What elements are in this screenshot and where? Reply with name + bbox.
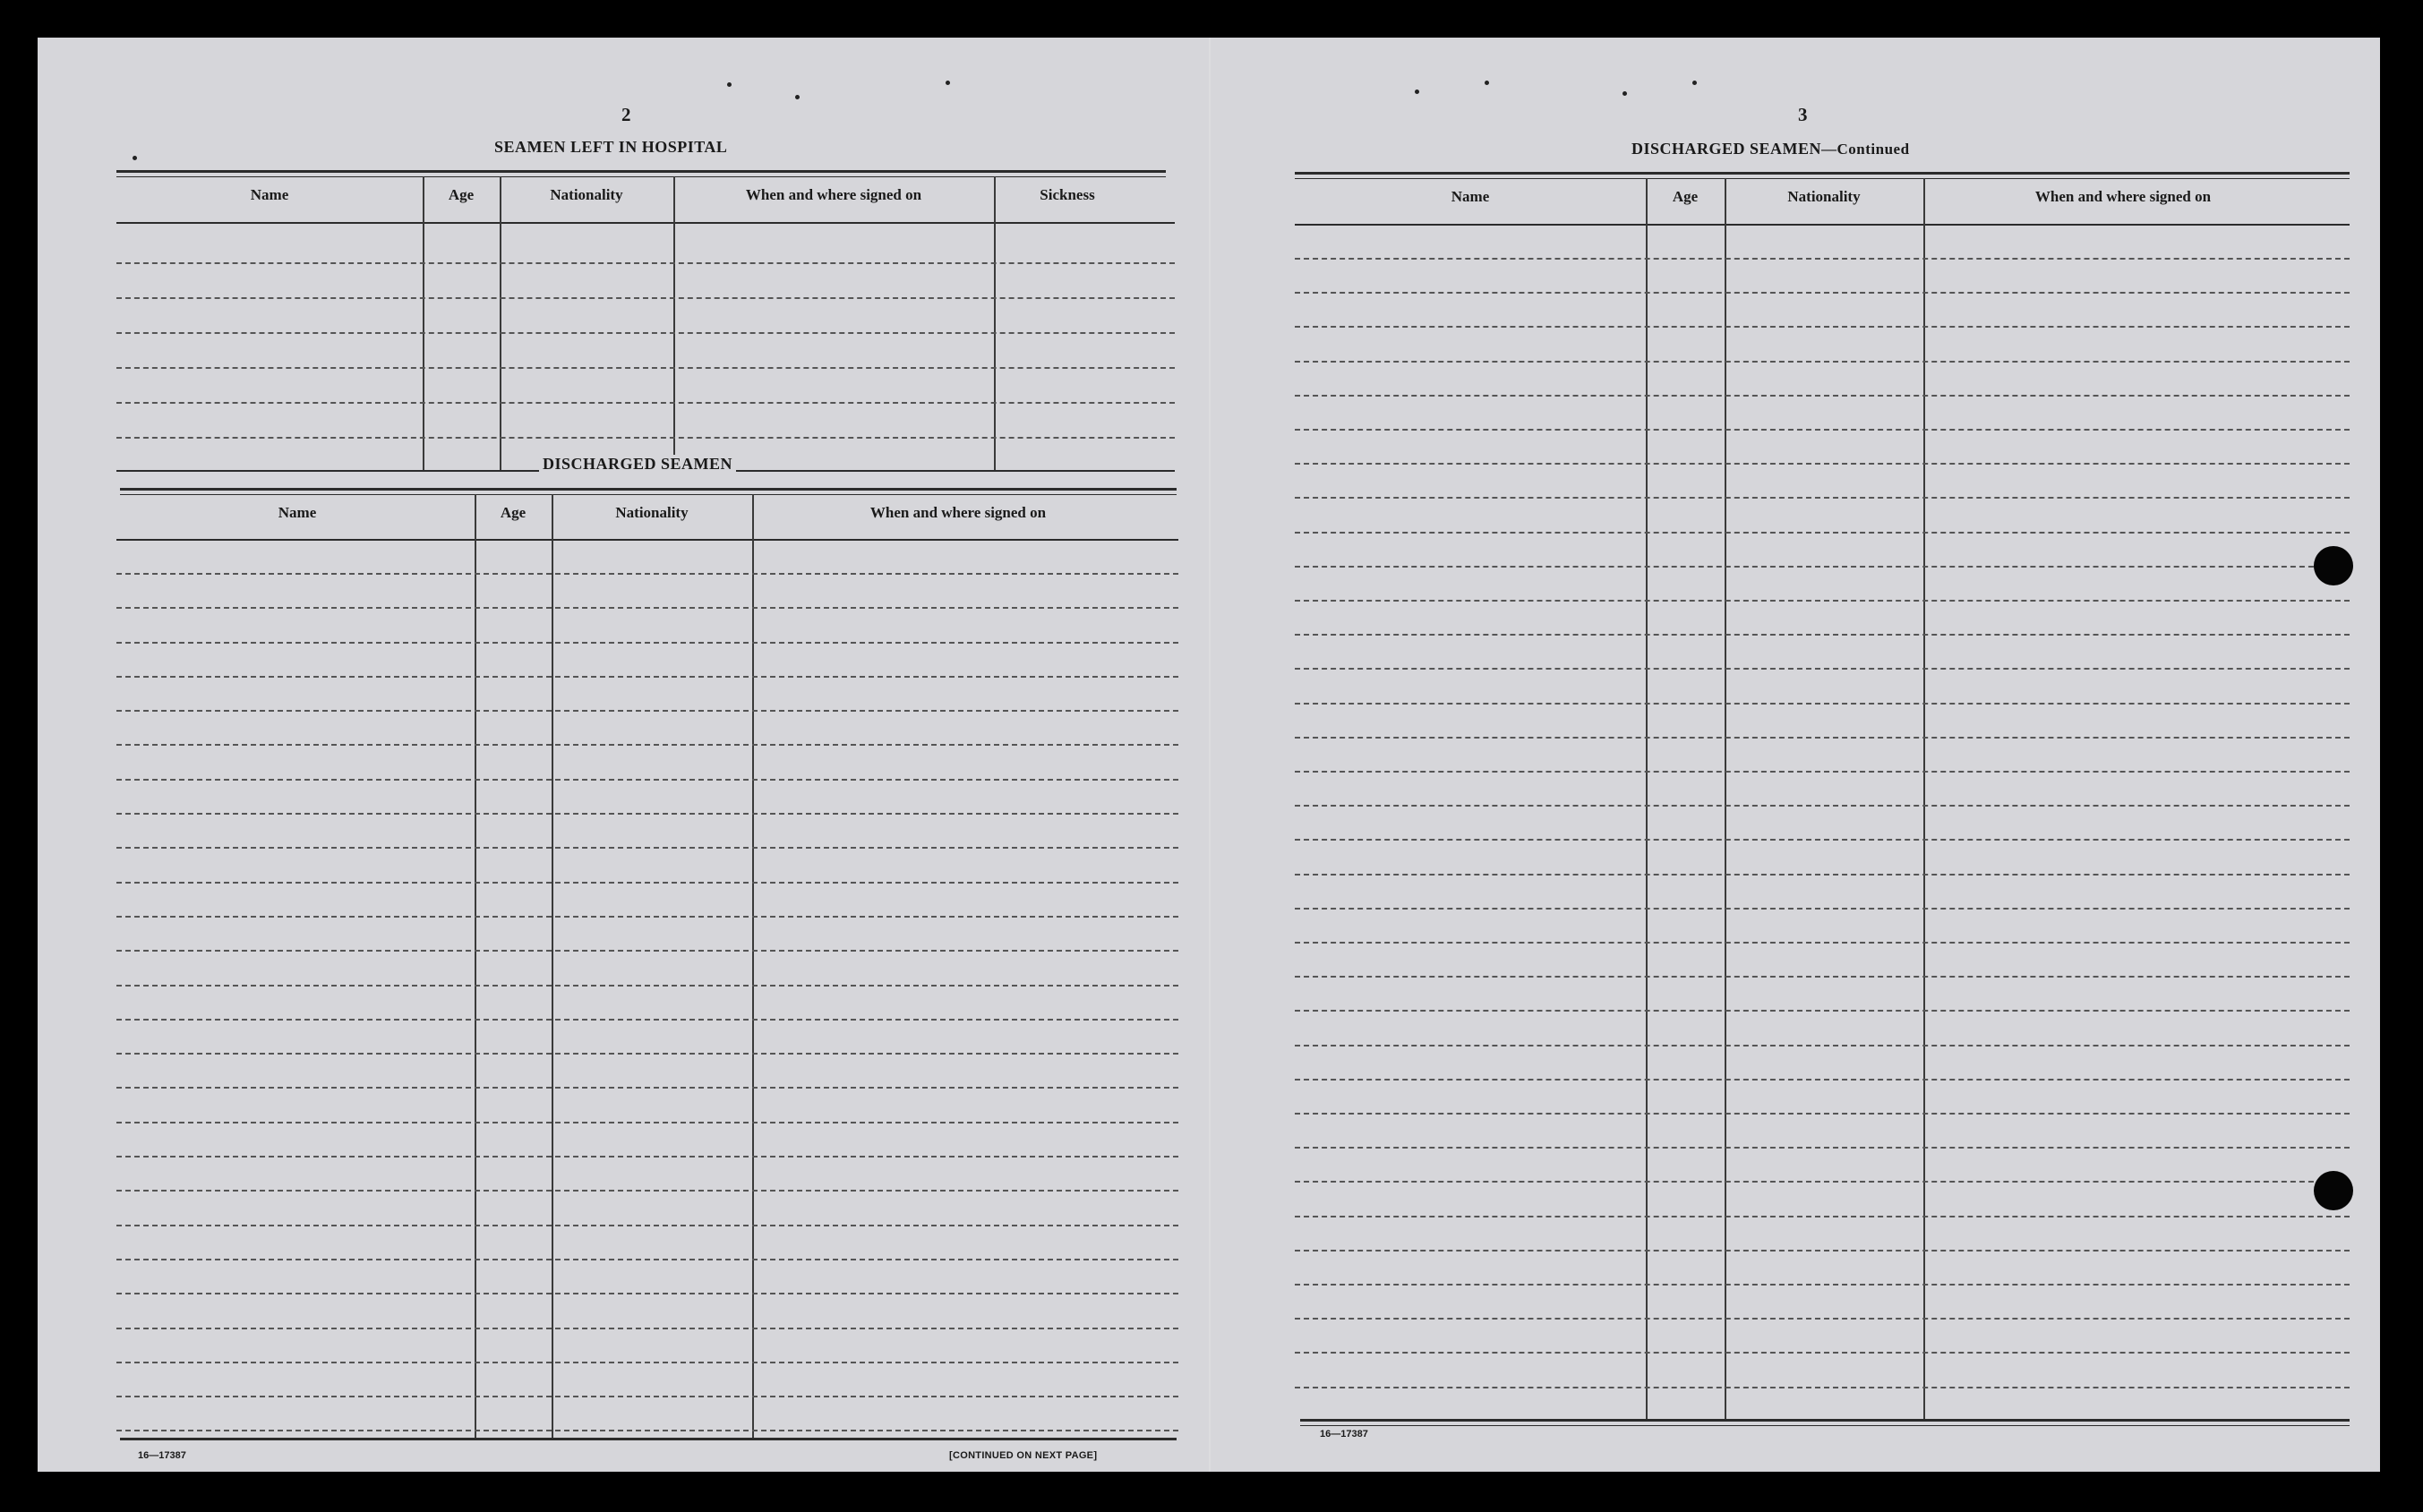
- speck: [1485, 81, 1489, 85]
- ruled-line: [1295, 1079, 2350, 1081]
- footer-code-right: 16—17387: [1320, 1429, 1368, 1439]
- form-sheet: [38, 38, 2380, 1472]
- speck: [946, 81, 950, 85]
- discharged-col-nationality: Nationality: [615, 504, 689, 521]
- right-col-signed-on: When and where signed on: [2034, 188, 2212, 205]
- hospital-section-title: SEAMEN LEFT IN HOSPITAL: [494, 138, 728, 156]
- ruled-line: [116, 916, 1178, 918]
- right-title-continued: —Continued: [1821, 141, 1910, 158]
- ruled-line: [116, 1362, 1178, 1363]
- ruled-line: [116, 847, 1178, 849]
- ruled-line: [1295, 1045, 2350, 1046]
- ruled-line: [116, 437, 1175, 439]
- ruled-line: [1295, 1113, 2350, 1115]
- ruled-line: [116, 367, 1175, 369]
- ruled-line: [116, 642, 1178, 644]
- ruled-line: [116, 262, 1175, 264]
- ruled-line: [116, 1396, 1178, 1397]
- ruled-line: [116, 332, 1175, 334]
- discharged-col-signed-on: When and where signed on: [869, 504, 1047, 521]
- right-title-main: DISCHARGED SEAMEN: [1631, 140, 1822, 158]
- ruled-line: [116, 1225, 1178, 1226]
- ruled-line: [1295, 326, 2350, 328]
- hospital-col-age: Age: [448, 186, 475, 203]
- page-number-left: 2: [621, 104, 631, 125]
- ruled-line: [1295, 908, 2350, 910]
- ruled-line: [1295, 703, 2350, 705]
- ruled-line: [116, 1190, 1178, 1192]
- ruled-line: [116, 573, 1178, 575]
- ruled-line: [1295, 395, 2350, 397]
- footer-code-left: 16—17387: [138, 1450, 186, 1461]
- ruled-line: [1295, 566, 2350, 568]
- ruled-line: [116, 950, 1178, 952]
- ruled-line: [1295, 429, 2350, 431]
- hospital-col-name: Name: [250, 186, 289, 203]
- ruled-line: [116, 985, 1178, 987]
- speck: [1692, 81, 1697, 85]
- ruled-line: [116, 1019, 1178, 1021]
- ruled-line: [1295, 1010, 2350, 1012]
- ruled-line: [116, 1259, 1178, 1260]
- ruled-line: [116, 744, 1178, 746]
- speck: [1622, 91, 1627, 96]
- ruled-line: [1295, 668, 2350, 670]
- ruled-line: [116, 1430, 1178, 1431]
- ruled-line: [116, 676, 1178, 678]
- ruled-line: [1295, 1250, 2350, 1251]
- page-number-right: 3: [1798, 104, 1808, 125]
- right-section-title: [1631, 140, 1910, 158]
- ruled-line: [116, 402, 1175, 404]
- discharged-section-title: DISCHARGED SEAMEN: [539, 455, 736, 474]
- hospital-col-sickness: Sickness: [1040, 186, 1095, 203]
- ruled-line: [116, 779, 1178, 781]
- ruled-line: [1295, 497, 2350, 499]
- ruled-line: [1295, 361, 2350, 363]
- ruled-line: [116, 1293, 1178, 1294]
- ruled-line: [116, 1053, 1178, 1055]
- ruled-line: [116, 882, 1178, 884]
- ruled-line: [1295, 1352, 2350, 1354]
- ruled-line: [1295, 532, 2350, 534]
- ruled-line: [1295, 976, 2350, 978]
- ruled-line: [1295, 1147, 2350, 1149]
- ruled-line: [1295, 805, 2350, 807]
- discharged-col-name: Name: [278, 504, 317, 521]
- discharged-col-age: Age: [500, 504, 527, 521]
- ruled-line: [116, 607, 1178, 609]
- hospital-col-nationality: Nationality: [550, 186, 623, 203]
- ruled-line: [116, 1156, 1178, 1157]
- ruled-line: [116, 813, 1178, 815]
- ruled-line: [1295, 1284, 2350, 1286]
- speck: [727, 82, 732, 87]
- ruled-line: [1295, 1387, 2350, 1388]
- ruled-line: [1295, 292, 2350, 294]
- ruled-line: [116, 297, 1175, 299]
- right-col-age: Age: [1672, 188, 1699, 205]
- ruled-line: [1295, 1216, 2350, 1217]
- center-fold: [1209, 38, 1211, 1472]
- ruled-line: [1295, 258, 2350, 260]
- right-col-name: Name: [1451, 188, 1490, 205]
- ruled-line: [1295, 874, 2350, 876]
- ruled-line: [1295, 737, 2350, 739]
- punch-hole-upper: [2314, 546, 2353, 585]
- right-col-nationality: Nationality: [1787, 188, 1861, 205]
- ruled-line: [1295, 634, 2350, 636]
- speck: [795, 95, 800, 99]
- ruled-line: [116, 1328, 1178, 1329]
- footer-continued-note: [CONTINUED ON NEXT PAGE]: [949, 1450, 1098, 1461]
- ruled-line: [1295, 600, 2350, 602]
- speck: [1415, 90, 1419, 94]
- ruled-line: [1295, 771, 2350, 773]
- ruled-line: [116, 1122, 1178, 1123]
- ruled-line: [1295, 942, 2350, 944]
- ruled-line: [1295, 839, 2350, 841]
- ruled-line: [116, 1087, 1178, 1089]
- punch-hole-lower: [2314, 1171, 2353, 1210]
- ruled-line: [1295, 1181, 2350, 1183]
- ruled-line: [1295, 1318, 2350, 1320]
- hospital-col-signed-on: When and where signed on: [745, 186, 922, 203]
- speck: [133, 156, 137, 160]
- ruled-line: [1295, 463, 2350, 465]
- ruled-line: [116, 710, 1178, 712]
